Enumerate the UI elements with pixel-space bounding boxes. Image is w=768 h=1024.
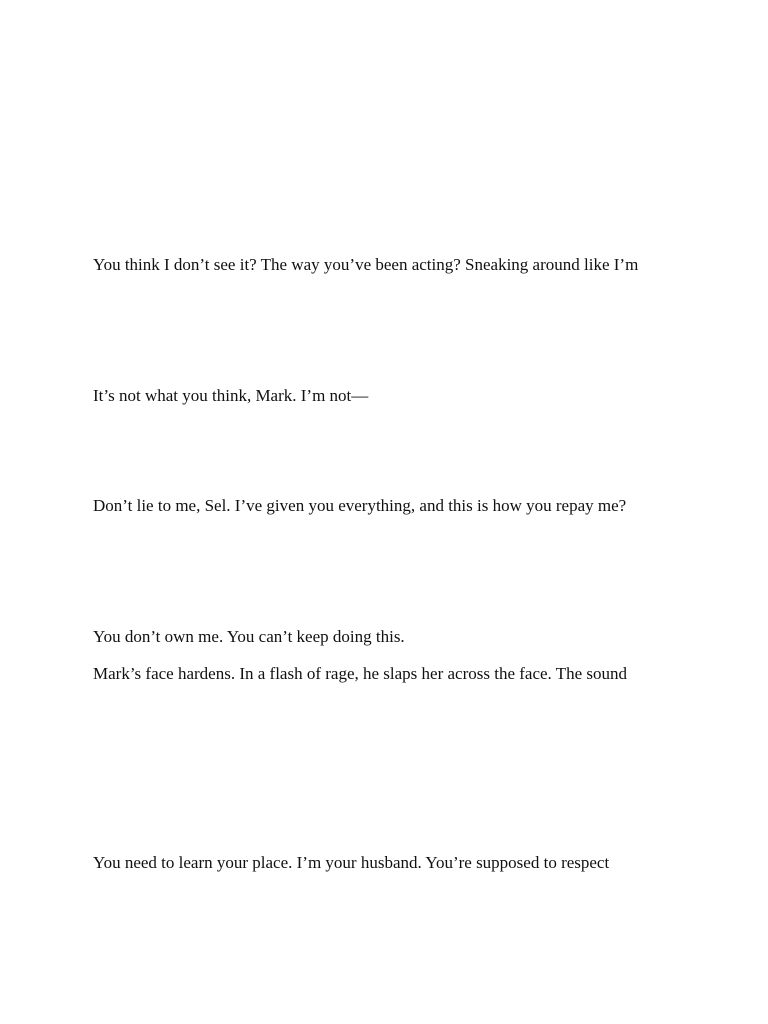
dialogue-line: Don’t lie to me, Sel. I’ve given you everything, and this is how you repay me? bbox=[93, 496, 627, 515]
narration-line: Mark’s face hardens. In a flash of rage, he slaps her across the face. The sound bbox=[93, 664, 628, 683]
dialogue-line: You think I don’t see it? The way you’ve been acting? Sneaking around like I’m bbox=[93, 255, 639, 274]
dialogue-line: It’s not what you think, Mark. I’m not— bbox=[93, 386, 369, 405]
dialogue-line: You don’t own me. You can’t keep doing this. bbox=[93, 627, 405, 646]
dialogue-line: You need to learn your place. I’m your husband. You’re supposed to respect bbox=[93, 853, 610, 872]
